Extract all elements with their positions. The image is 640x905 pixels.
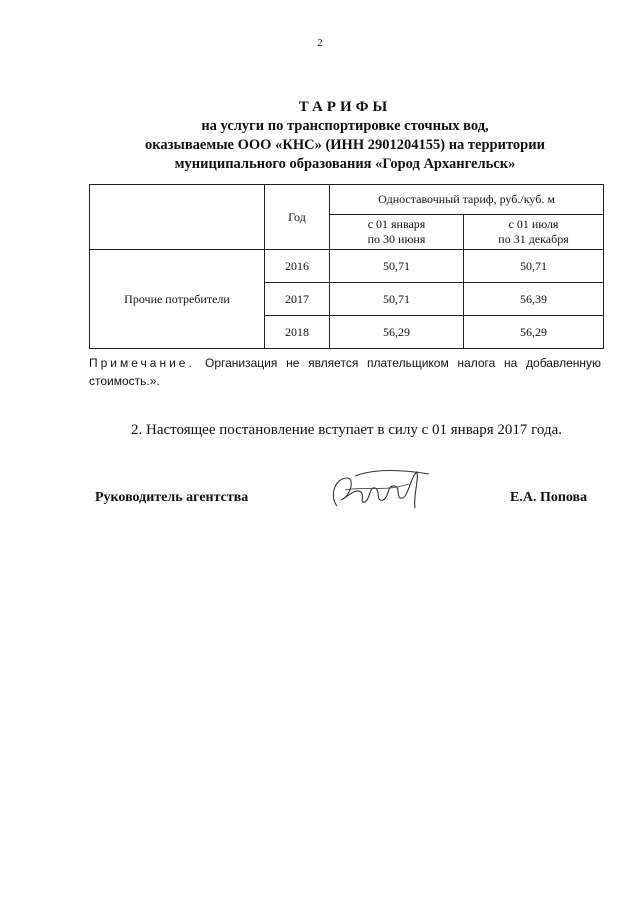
header-period-1-line-b: по 30 июня [367, 232, 426, 246]
tariff-period-1-cell: 56,29 [330, 316, 464, 349]
tariff-period-2-cell: 56,39 [464, 283, 604, 316]
note-text-line-1: Организация не является плательщиком налога на добавленную [205, 356, 601, 370]
title-line-4: муниципального образования «Город Архангельск» [174, 156, 516, 172]
note-label: Примечание. [89, 356, 195, 370]
note [89, 354, 601, 390]
header-period-2-line-b: по 31 декабря [498, 232, 569, 246]
title-main: ТАРИФЫ [298, 99, 392, 115]
signer-position: Руководитель агентства [95, 490, 249, 505]
header-empty-cell [90, 185, 265, 250]
title-line-3: оказываемые ООО «КНС» (ИНН 2901204155) на территории [145, 137, 545, 153]
clause-2: 2. Настоящее постановление вступает в силу с 01 января 2017 года. [131, 422, 563, 438]
header-period-2 [464, 215, 604, 250]
header-period-1 [330, 215, 464, 250]
header-period-1-line-a: с 01 января [367, 217, 426, 231]
header-period-2-line-a: с 01 июля [508, 217, 559, 231]
note-text-line-2: стоимость.». [89, 374, 160, 388]
year-cell: 2018 [265, 316, 330, 349]
document-title [110, 98, 580, 174]
tariff-period-2-cell: 50,71 [464, 250, 604, 283]
page-number: 2 [317, 37, 323, 49]
signer-name: Е.А. Попова [510, 490, 588, 505]
header-tariff: Одноставочный тариф, руб./куб. м [330, 185, 604, 215]
year-cell: 2017 [265, 283, 330, 316]
table-row [90, 250, 604, 283]
tariff-period-1-cell: 50,71 [330, 283, 464, 316]
header-year: Год [265, 185, 330, 250]
tariff-period-1-cell: 50,71 [330, 250, 464, 283]
tariff-period-2-cell: 56,29 [464, 316, 604, 349]
handwritten-signature [325, 466, 435, 514]
year-cell: 2016 [265, 250, 330, 283]
tariff-table [89, 184, 604, 349]
consumer-cell: Прочие потребители [90, 250, 265, 349]
title-line-2: на услуги по транспортировке сточных вод, [201, 118, 489, 134]
